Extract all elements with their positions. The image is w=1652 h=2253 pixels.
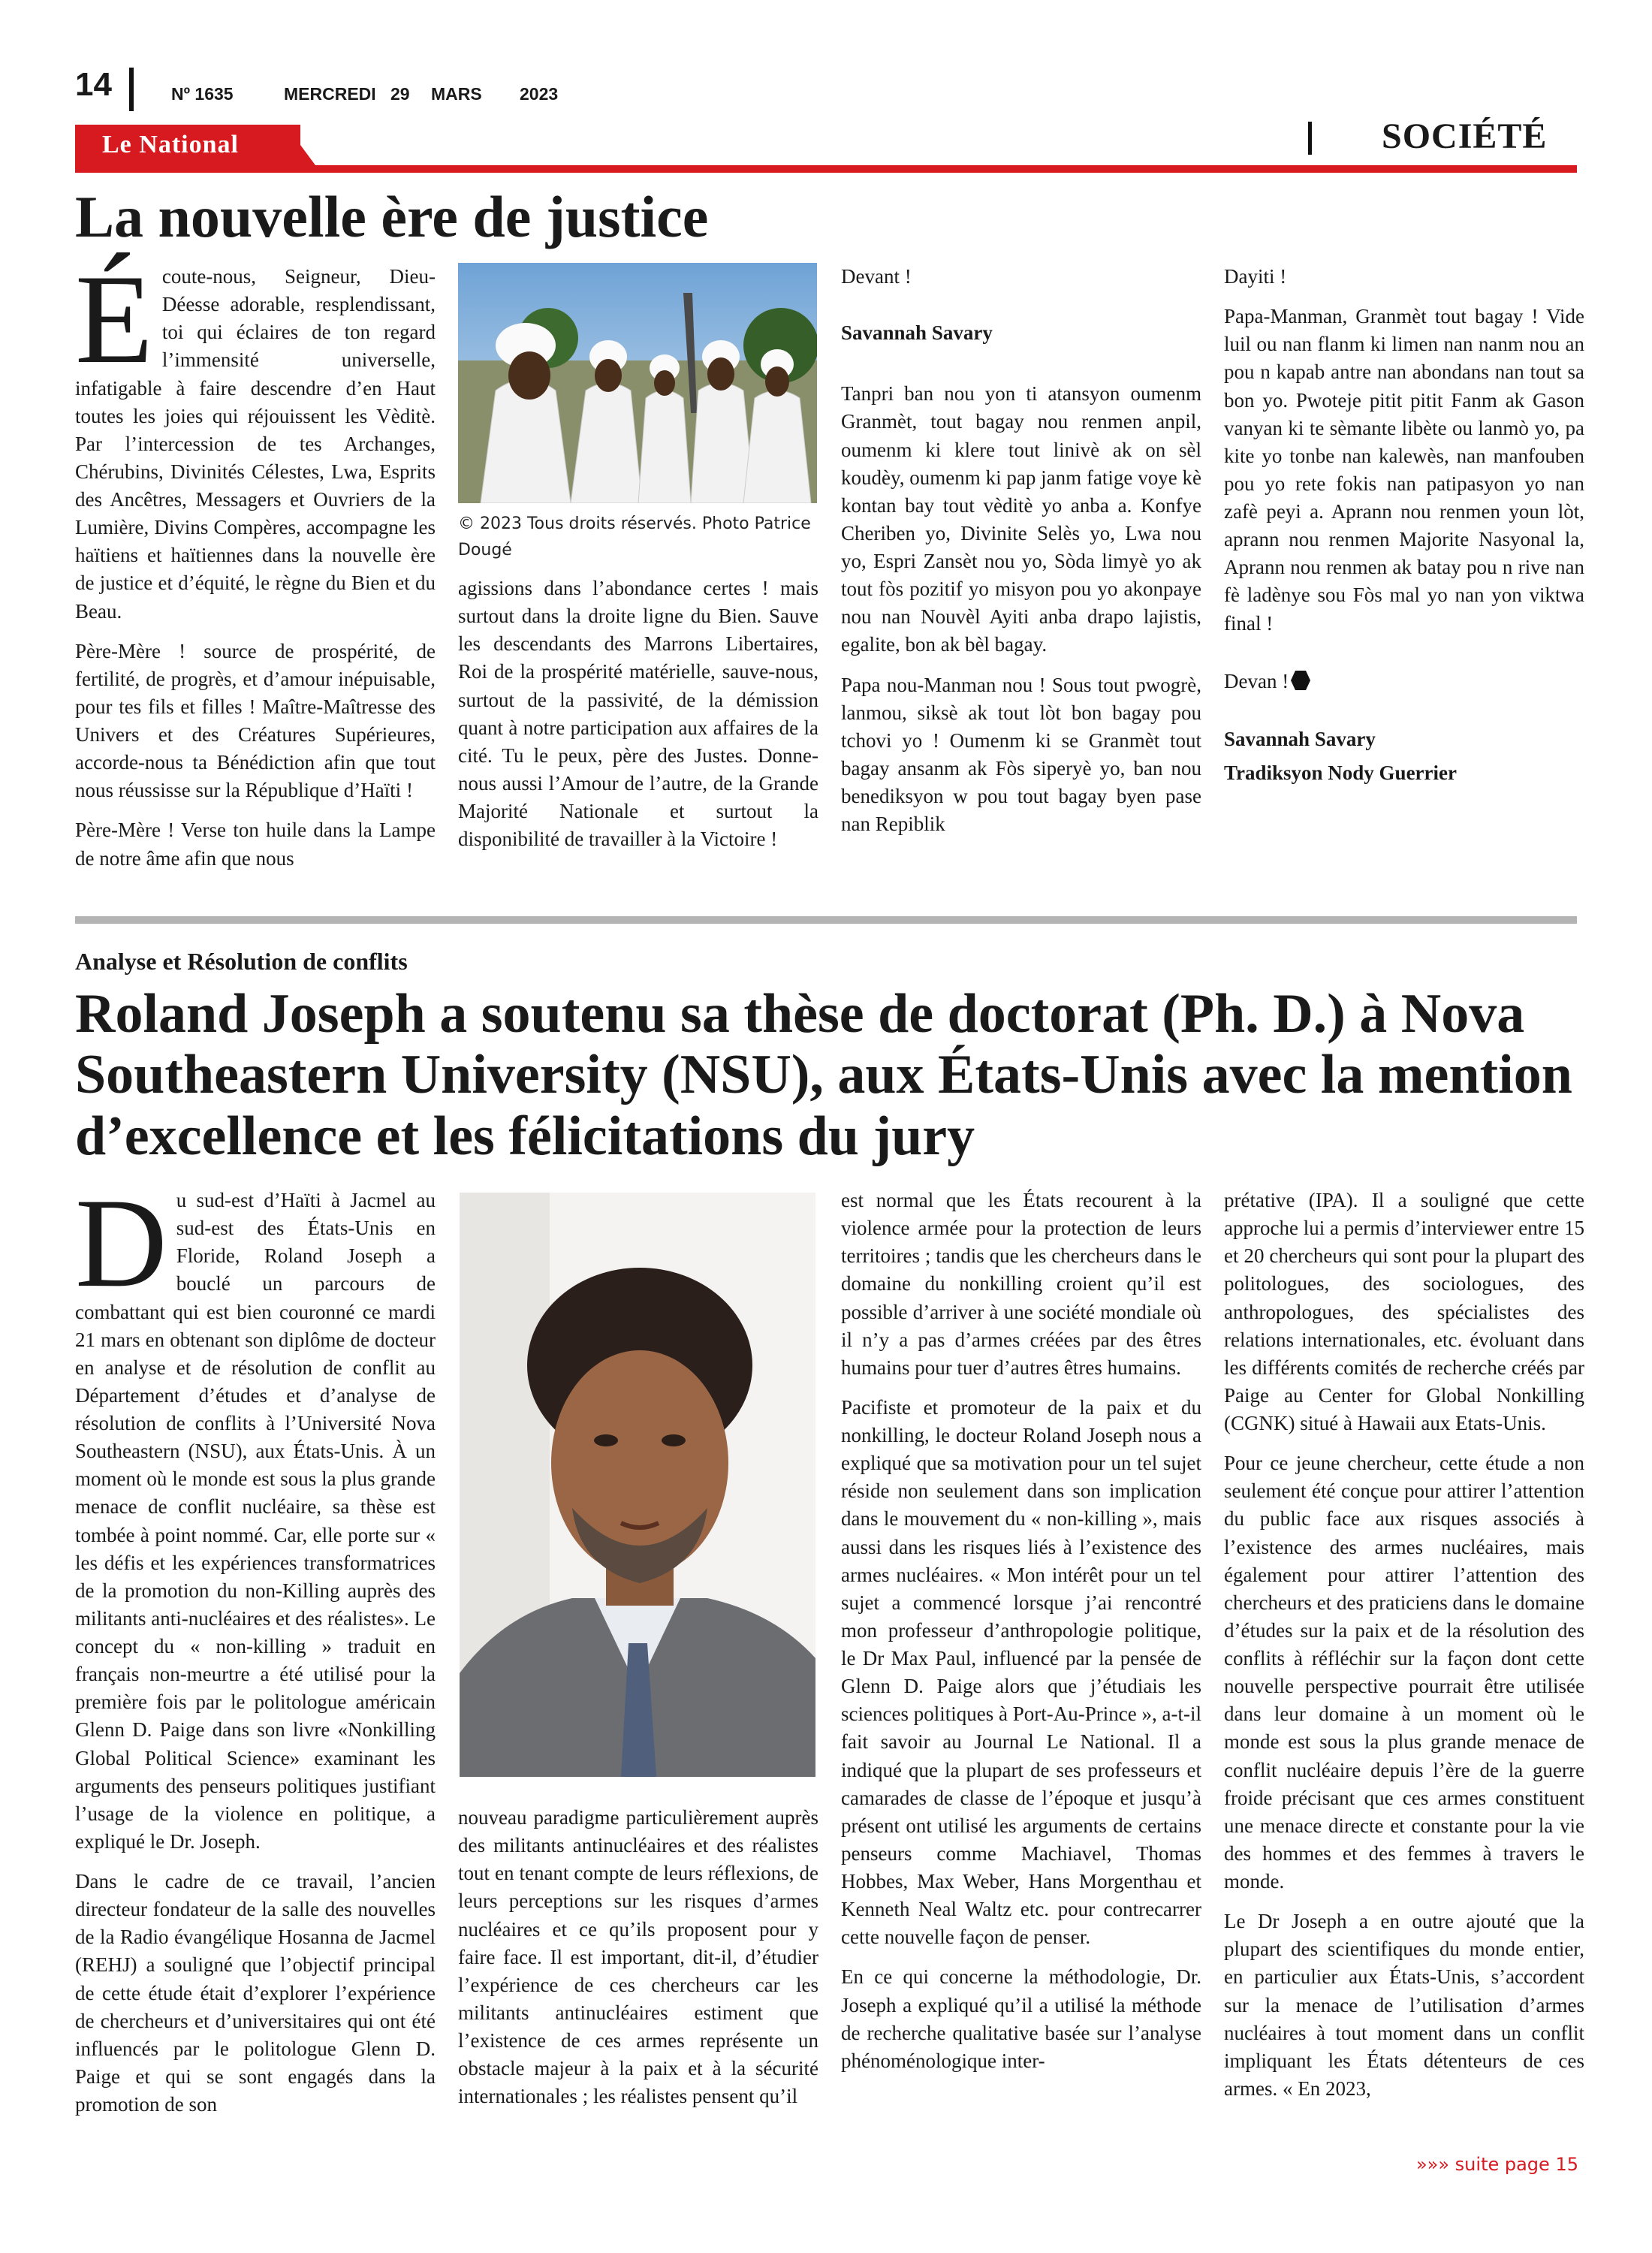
section-divider	[1308, 122, 1312, 155]
article2-paragraph: prétative (IPA). Il a souligné que cette approche lui a permis d’interviewer entre 15 et 20 chercheurs qui sont pour la plupart des politologues, des sociologues, des anthropologues, des spécialistes des relations internationales, etc. évoluant dans les différents comités de recherche créés par Paige au Center for Global Nonkilling (CGNK) situé à Hawaii aux Etats-Unis.	[1224, 1189, 1584, 1434]
section-title: SOCIÉTÉ	[1382, 116, 1548, 156]
article1-author-2: Savannah Savary	[1224, 727, 1376, 750]
article1-paragraph: Père-Mère ! Verse ton huile dans la Lampe de notre âme afin que nous	[75, 819, 436, 870]
issue-month: MARS	[431, 84, 482, 104]
article-separator	[75, 916, 1577, 924]
brand-logo: Le National	[102, 131, 239, 158]
page-number: 14	[75, 66, 112, 103]
portrait-illustration	[460, 1193, 815, 1777]
article1-paragraph: Père-Mère ! source de prospérité, de fertilité, de progrès, et d’amour inépuisable, pour tes fils et filles ! Maître-Maîtresse des Univers et des Créatures Supérieures, accorde-nous ta Bénédiction afin que tout nous réussisse sur la République d’Haïti !	[75, 639, 436, 802]
issue-year: 2023	[520, 84, 559, 104]
brand-tab-slant	[285, 125, 315, 165]
article2-column-3	[841, 1187, 1201, 2087]
article2-paragraph: En ce qui concerne la méthodologie, Dr. Joseph a expliqué qu’il a utilisé la méthode de recherche qualitative basée sur l’analyse phénoménologique inter-	[841, 1965, 1201, 2072]
article1-photo	[458, 263, 817, 503]
article2-dropcap: D	[75, 1172, 167, 1313]
article2-paragraph: Pour ce jeune chercheur, cette étude a non seulement été conçue pour attirer l’attention du public face aux risques associés à l’existence des armes nucléaires, mais également pour attirer l’attention des chercheurs et des praticiens dans le domaine d’études sur la paix et de la résolution des conflits à réfléchir sur la façon dont cette nouvelle perspective pourrait être utilisée dans leur domaine à un moment où le monde est sous la plus grande menace de conflit nucléaire depuis l’ère de la guerre froide précisant que ces armes constituent une menace directe et constante pour la vie des hommes et des femmes à travers le monde.	[1224, 1452, 1584, 1893]
issue-day: MERCREDI	[284, 84, 376, 104]
article1-devan: Devan !	[1224, 669, 1289, 692]
article1-column-2	[458, 575, 818, 865]
article1-column-3	[841, 263, 1201, 850]
article1-paragraph: Tanpri ban nou yon ti atansyon oumenm Granmèt, tout bagay nou renmen anpil, oumenm ki klere tout linivè ak on sèl koudèy, oumenm ki pap janm fatige voye kè kontan bay tout vèditè yo anba a. Konfye Cheriben yo, Divinite Selès yo, Lwa nou yo, Espri Zansèt nou yo, Sòda limyè yo ak tout fòs pozitif yo misyon pou yo akonpaye nou nan Nouvèl Ayiti anba drapo lajistis, egalite, bon ak bèl bagay.	[841, 382, 1201, 656]
article1-column-4	[1224, 263, 1584, 799]
page-number-divider	[129, 68, 134, 111]
hexagon-icon	[1290, 670, 1311, 691]
article1-devant: Devant !	[841, 265, 912, 288]
issue-date: 29	[390, 84, 410, 104]
article1-dropcap: É	[75, 249, 153, 390]
article1-photo-caption: © 2023 Tous droits réservés. Photo Patrice Dougé	[458, 514, 811, 560]
article1-paragraph: agissions dans l’abondance certes ! mais surtout dans la droite ligne du Bien. Sauve les descendants des Marrons Libertaires, Roi de la prospérité matérielle, sauve-nous, surtout de la passivité, de la démission quant à notre participation aux affaires de la cité. Tu le peux, père des Justes. Donne-nous aussi l’Amour de l’autre, de la Grande Majorité Nationale et surtout la disponibilité de travailler à la Victoire !	[458, 577, 818, 851]
article2-kicker: Analyse et Résolution de conflits	[75, 948, 408, 975]
article2-paragraph: est normal que les États recourent à la violence armée pour la protection de leurs territoires ; tandis que les chercheurs dans le domaine du nonkilling croient qu’il est possible d’arriver à une société mondiale où il n’y a pas d’armes créées par des êtres humains pour tuer d’autres êtres humains.	[841, 1189, 1201, 1379]
header-rule	[75, 165, 1577, 173]
article2-column-1	[75, 1172, 436, 2131]
article2-column-2	[458, 1804, 818, 2122]
issue-number: Nº 1635	[171, 84, 234, 104]
article1-paragraph: Papa nou-Manman nou ! Sous tout pwogrè, lanmou, siksè ak tout lòt bon bagay pou tchovi yo ! Oumenm ki se Granmèt tout bagay ansanm ak Fòs siperyè yo, ban nou benediksyon w pou tout bagay byen pase nan Repiblik	[841, 673, 1201, 836]
portrait-photo	[460, 1193, 815, 1777]
continued-on-link[interactable]: »»» suite page 15	[1416, 2154, 1578, 2175]
article2-column-4	[1224, 1187, 1584, 2115]
procession-photo-illustration	[458, 263, 817, 503]
article1-author: Savannah Savary	[841, 321, 993, 345]
article2-paragraph: Le Dr Joseph a en outre ajouté que la plupart des scientifiques du monde entier, en particulier aux États-Unis, s’accordent sur la menace de l’utilisation d’armes nucléaires à tout moment dans un conflit impliquant les États détenteurs de ces armes. « En 2023,	[1224, 1910, 1584, 2100]
article2-paragraph: nouveau paradigme particulièrement auprès des militants antinucléaires et des réalistes tout en tenant compte de leurs réflexions, de leurs perceptions sur les risques d’armes nucléaires et ce qu’ils proposent pour y faire face. Il est important, dit-il, d’étudier l’expérience de ces chercheurs car les militants antinucléaires estiment que l’existence de ces armes représente un obstacle majeur à la paix et à la sécurité internationales ; les réalistes pensent qu’il	[458, 1806, 818, 2108]
article1-translator: Tradiksyon Nody Guerrier	[1224, 761, 1457, 784]
article1-column-1	[75, 249, 436, 885]
article1-paragraph: Dayiti !	[1224, 265, 1287, 288]
article2-paragraph: Dans le cadre de ce travail, l’ancien directeur fondateur de la salle des nouvelles de la Radio évangélique Hosanna de Jacmel (REHJ) a souligné que l’objectif principal de cette étude était d’explorer l’expérience de chercheurs et d’universitaires qui ont été influencés par le politologue Glenn D. Paige et qui se sont engagés dans la promotion de son	[75, 1870, 436, 2116]
article1-paragraph: coute-nous, Seigneur, Dieu-Déesse adorable, resplendissant, toi qui éclaires de ton regard l’immensité universelle, infatigable à faire descendre d’en Haut toutes les joies qui réjouissent les Vèditè. Par l’intercession de tes Archanges, Chérubins, Divinités Célestes, Lwa, Esprits des Ancêtres, Messagers et Ouvriers de la Lumière, Divins Compères, accompagne les haïtiens et haïtiennes dans la nouvelle ère de justice et d’équité, le règne du Bien et du Beau.	[75, 265, 436, 623]
article2-title: Roland Joseph a soutenu sa thèse de doctorat (Ph. D.) à Nova Southeastern University (NSU), aux États-Unis avec la mention d’excellence et les félicitations du jury	[75, 983, 1572, 1167]
article2-paragraph: Pacifiste et promoteur de la paix et du nonkilling, le docteur Roland Joseph nous a expliqué que sa motivation pour un tel sujet réside non seulement dans son implication dans le mouvement du « non-killing », mais aussi dans les risques liés à l’existence des armes nucléaires. « Mon intérêt pour un tel sujet a commencé lorsque j’ai rencontré mon professeur d’anthropologie politique, le Dr Max Paul, influencé par la pensée de Glenn D. Paige alors que j’étudiais les sciences politiques à Port-Au-Prince », a-t-il fait savoir au Journal Le National. Il a indiqué que la plupart de ses professeurs et camarades de classe de l’époque et jusqu’à présent ont utilisé les arguments de certains penseurs comme Machiavel, Thomas Hobbes, Max Weber, Hans Morgenthau et Kenneth Neal Waltz etc. pour contrecarrer cette nouvelle façon de penser.	[841, 1395, 1201, 1949]
article2-paragraph: u sud-est d’Haïti à Jacmel au sud-est des États-Unis en Floride, Roland Joseph a bouclé un parcours de combattant qui est bien couronné ce mardi 21 mars en obtenant son diplôme de docteur en analyse et de résolution de conflit au Département d’études et d’analyse de résolution de conflits à l’Université Nova Southeastern (NSU), aux États-Unis. À un moment où le monde est sous la plus grande menace de conflit nucléaire, sa thèse est tombée à point nommé. Car, elle porte sur « les défis et les expériences transformatrices de la promotion du non-Killing auprès des militants anti-nucléaires et des réalistes». Le concept du « non-killing » traduit en français non-meurtre a été utilisé pour la première fois par le politologue américain Glenn D. Paige dans son livre «Nonkilling Global Political Science» examinant les arguments des penseurs politiques justifiant l’usage de la violence en politique, a expliqué le Dr. Joseph.	[75, 1189, 436, 1853]
article1-paragraph: Papa-Manman, Granmèt tout bagay ! Vide luil ou nan flanm ki limen nan nanm nou an pou n kapab antre nan abondans nan tout sa bon yo. Pwoteje pitit pitit Fanm ak Gason vanyan ki te sèmante libète ou lanmò yo, pa kite yo tonbe nan kalewès, nan manfouben pou yo rete fokis nan patipasyon yo nan zafè peyi a. Aprann nou renmen youn lòt, aprann nou renmen Majorite Nasyonal la, Aprann nou renmen ak batay pou n rive nan fè ladènye sou Fòs mal yo nan yon viktwa final !	[1224, 305, 1584, 635]
article1-title: La nouvelle ère de justice	[75, 184, 709, 249]
